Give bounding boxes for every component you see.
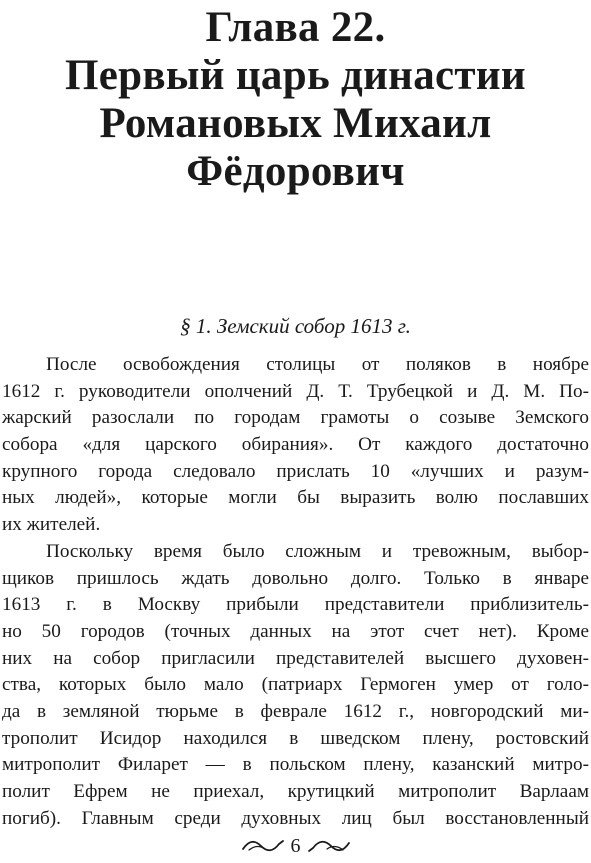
- text-line: ства, которых было мало (патриарх Гермоген умер от голо-: [2, 674, 589, 696]
- chapter-title: [0, 4, 591, 196]
- text-line: митрополит Филарет — в польском плену, казанский митро-: [2, 754, 589, 776]
- text-line: После освобождения столицы от поляков в ноябре: [46, 354, 589, 375]
- chapter-title-line: Первый царь династии: [64, 52, 526, 99]
- page-number: 6: [290, 835, 301, 857]
- text-line: погиб). Главным среди духовных лиц был восстановленный: [2, 807, 589, 829]
- text-line: жарский разослали по городам грамоты о созыве Земского: [2, 407, 589, 429]
- text-line: но 50 городов (точных данных на этот счет нет). Кроме: [2, 620, 589, 642]
- text-line: собора «для царского обирания». От каждого достаточно: [2, 434, 589, 456]
- text-line: да в земляной тюрьме в феврале 1612 г., новгородский ми-: [2, 700, 589, 722]
- chapter-title-line: Романовых Михаил: [99, 100, 492, 147]
- text-line: ных людей», которые могли бы выразить волю пославших: [2, 487, 589, 509]
- section-heading: § 1. Земский собор 1613 г.: [180, 314, 411, 338]
- text-line: Поскольку время было сложным и тревожным, выбор-: [46, 540, 589, 562]
- text-line: щиков пришлось ждать довольно долго. Только в январе: [2, 567, 589, 589]
- swash-ornament-icon: [241, 838, 285, 854]
- text-line: трополит Исидор находился в шведском плену, ростовский: [2, 727, 589, 749]
- text-line: них на собор пригласили представителей высшего духовен-: [2, 647, 589, 669]
- text-line: крупного города следовало прислать 10 «лучших и разум-: [2, 460, 589, 482]
- body-text: [2, 352, 589, 832]
- page-footer: [0, 832, 591, 860]
- swash-ornament-icon: [307, 838, 351, 854]
- text-line: полит Ефрем не приехал, крутицкий митрополит Варлаам: [2, 781, 589, 802]
- chapter-title-line: Фёдорович: [186, 148, 405, 195]
- chapter-title-line: Глава 22.: [205, 4, 386, 51]
- text-line: их жителей.: [2, 514, 101, 536]
- text-line: 1613 г. в Москву прибыли представители приблизитель-: [2, 594, 589, 616]
- text-line: 1612 г. руководители ополчений Д. Т. Трубецкой и Д. М. По-: [2, 380, 589, 402]
